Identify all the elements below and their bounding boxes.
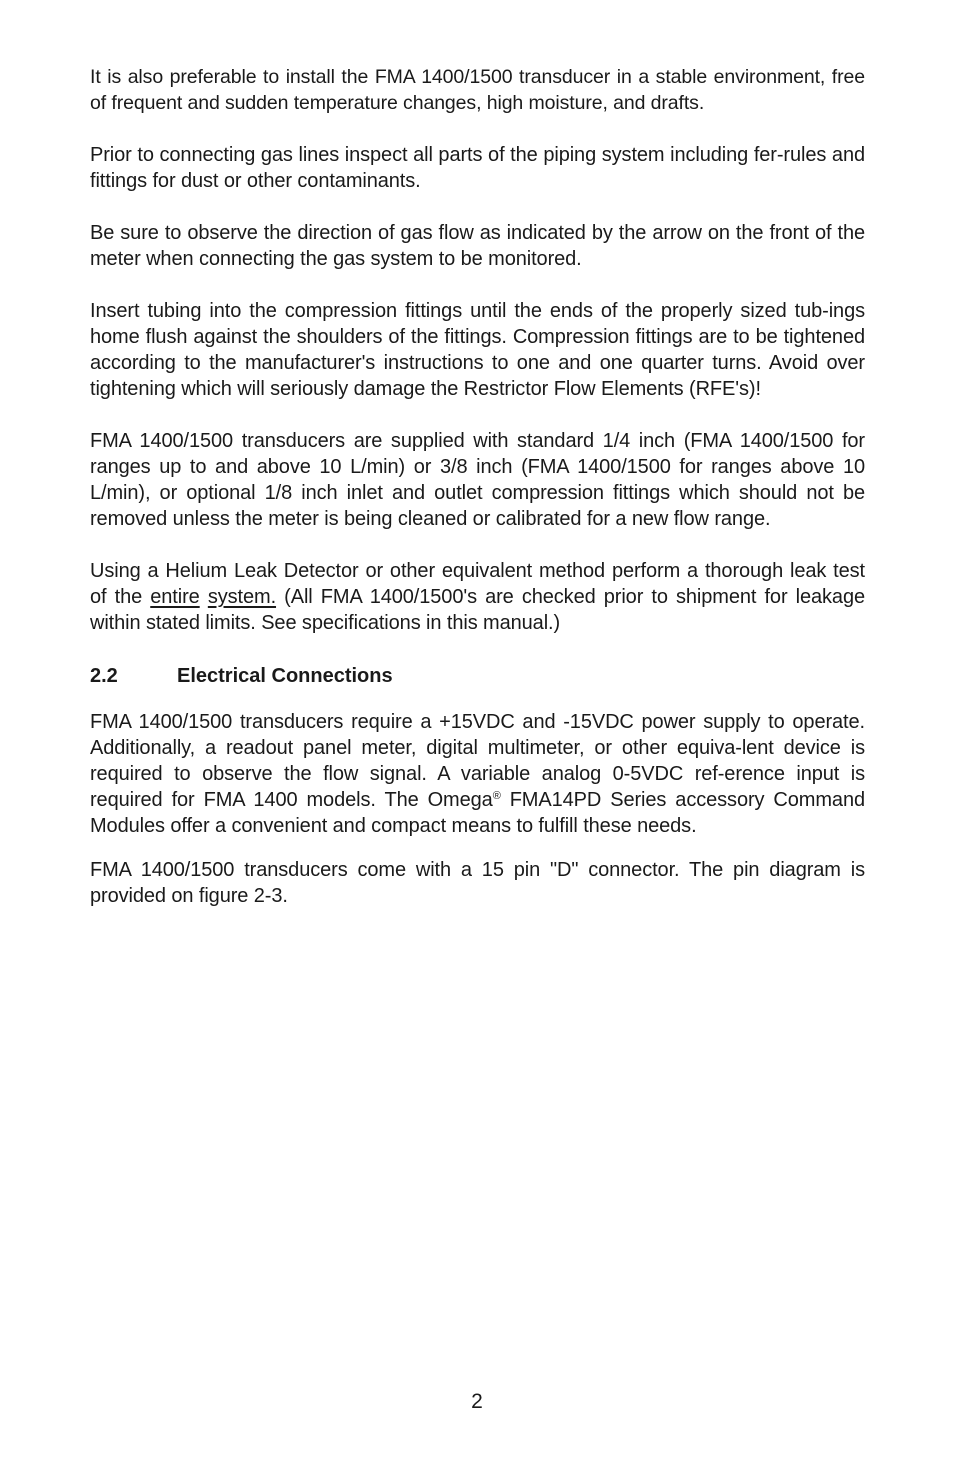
- paragraph-gas-flow-direction: Be sure to observe the direction of gas flow as indicated by the arrow on the front of the meter when connecting the gas system to be monitored.: [90, 222, 865, 270]
- power-supply-text-before: FMA 1400/1500 transducers require a +15VDC and -15VDC power supply to operate. Additionally, a readout panel meter, digital multimeter, or other equiva-lent device is required to observe the flow signal. A variable analog 0-5VDC ref-erence input is required for FMA 1400 models. The Omega: [90, 711, 865, 811]
- document-page: [90, 64, 865, 935]
- underlined-system: system.: [207, 586, 277, 608]
- paragraph-connector: FMA 1400/1500 transducers come with a 15 pin "D" connector. The pin diagram is provided on figure 2-3.: [90, 859, 865, 907]
- power-supply-text-after: FMA14PD Series accessory Command Modules offer a convenient and compact means to fulfill these needs.: [90, 789, 865, 837]
- leak-test-text-before: Using a Helium Leak Detector or other equivalent method perform a thorough leak test of the: [90, 560, 865, 608]
- underlined-entire: entire: [150, 586, 200, 608]
- paragraph-compression-fittings: Insert tubing into the compression fittings until the ends of the properly sized tub-ings home flush against the shoulders of the fittings. Compression fittings are to be tightened according to the manufacturer's instructions to one and one quarter turns. Avoid over tightening which will seriously damage the Restrictor Flow Elements (RFE's)!: [90, 300, 865, 400]
- paragraph-leak-test: [90, 558, 865, 636]
- paragraph-power-supply: [90, 709, 865, 839]
- underline-gap: [200, 586, 208, 608]
- registered-mark: ®: [492, 790, 501, 802]
- paragraph-inspect-piping: Prior to connecting gas lines inspect all parts of the piping system including fer-rules and fittings for dust or other contaminants.: [90, 144, 865, 192]
- page-number: 2: [471, 1390, 483, 1413]
- section-title: Electrical Connections: [177, 665, 393, 687]
- section-number: 2.2: [90, 665, 118, 687]
- section-heading: [90, 663, 865, 689]
- paragraph-installation-environment: It is also preferable to install the FMA 1400/1500 transducer in a stable environment, free of frequent and sudden temperature changes, high moisture, and drafts.: [90, 66, 865, 114]
- paragraph-fitting-sizes: FMA 1400/1500 transducers are supplied with standard 1/4 inch (FMA 1400/1500 for ranges up to and above 10 L/min) or 3/8 inch (FMA 1400/1500 for ranges above 10 L/min), or optional 1/8 inch inlet and outlet compression fittings which should not be removed unless the meter is being cleaned or calibrated for a new flow range.: [90, 430, 865, 530]
- leak-test-text-after: (All FMA 1400/1500's are checked prior to shipment for leakage within stated limits. See specifications in this manual.): [90, 586, 866, 634]
